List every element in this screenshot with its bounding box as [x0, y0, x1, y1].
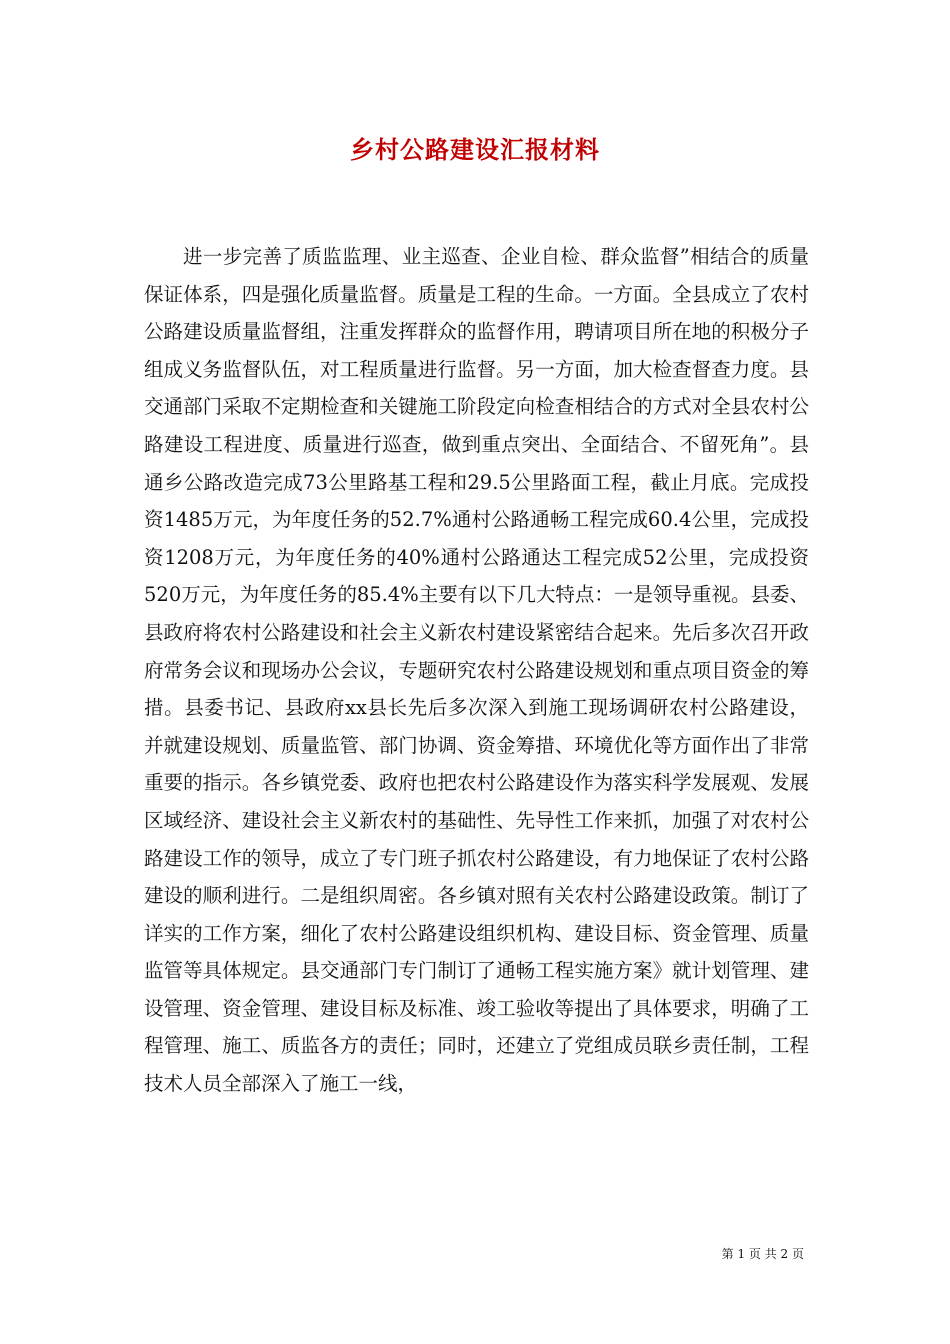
document-body-paragraph: 进一步完善了质监监理、业主巡查、企业自检、群众监督”相结合的质量保证体系，四是强化质量监督。质量是工程的生命。一方面。全县成立了农村公路建设质量监督组，注重发挥群众的监督作用，聘请项目所在地的积极分子组成义务监督队伍，对工程质量进行监督。另一方面，加大检查督查力度。县交通部门采取不定期检查和关键施工阶段定向检查相结合的方式对全县农村公路建设工程进度、质量进行巡查，做到重点突出、全面结合、不留死角”。县通乡公路改造完成73公里路基工程和29.5公里路面工程，截止月底。完成投资1485万元，为年度任务的52.7%通村公路通畅工程完成60.4公里，完成投资1208万元，为年度任务的40%通村公路通达工程完成52公里，完成投资520万元，为年度任务的85.4%主要有以下几大特点：一是领导重视。县委、县政府将农村公路建设和社会主义新农村建设紧密结合起来。先后多次召开政府常务会议和现场办公会议，专题研究农村公路建设规划和重点项目资金的筹措。县委书记、县政府xx县长先后多次深入到施工现场调研农村公路建设，并就建设规划、质量监管、部门协调、资金筹措、环境优化等方面作出了非常重要的指示。各乡镇党委、政府也把农村公路建设作为落实科学发展观、发展区域经济、建设社会主义新农村的基础性、先导性工作来抓，加强了对农村公路建设工作的领导，成立了专门班子抓农村公路建设，有力地保证了农村公路建设的顺利进行。二是组织周密。各乡镇对照有关农村公路建设政策。制订了详实的工作方案，细化了农村公路建设组织机构、建设目标、资金管理、质量监管等具体规定。县交通部门专门制订了通畅工程实施方案》就计划管理、建设管理、资金管理、建设目标及标准、竣工验收等提出了具体要求，明确了工程管理、施工、质监各方的责任；同时，还建立了党组成员联乡责任制，工程技术人员全部深入了施工一线， — [144, 245, 809, 1096]
document-title: 乡村公路建设汇报材料 — [350, 135, 600, 164]
page-number-footer: 第 1 页 共 2 页 — [721, 1247, 804, 1261]
